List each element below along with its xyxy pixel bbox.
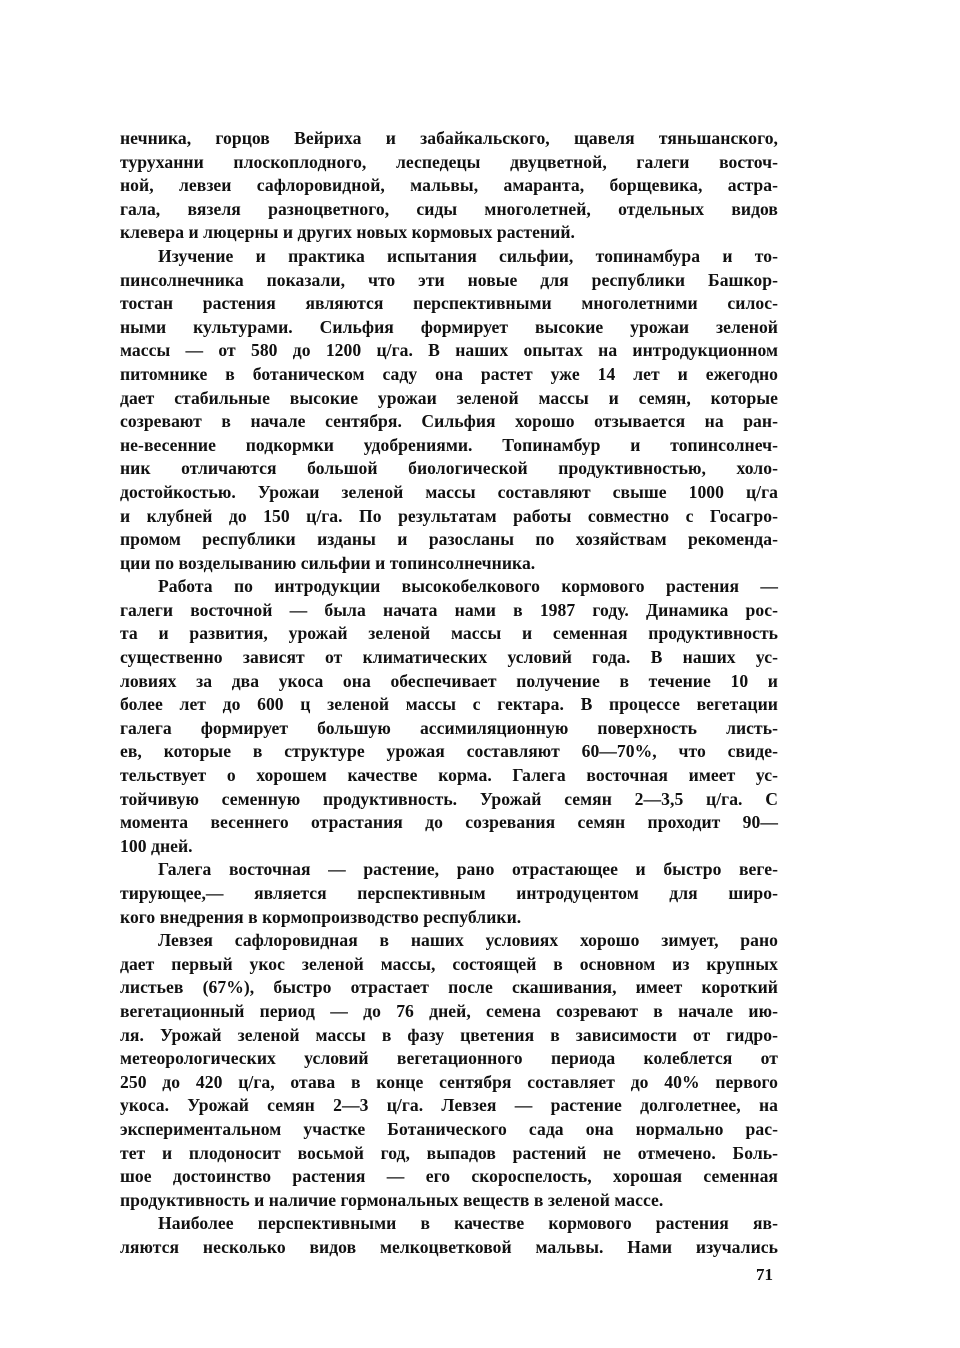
text-line: ными культурами. Сильфия формирует высокие урожаи зеленой	[120, 316, 778, 337]
text-line: листьев (67%), быстро отрастает после скашивания, имеет короткий	[120, 977, 778, 998]
text-line: пинсолнечника показали, что эти новые для республики Башкор-	[120, 269, 778, 290]
text-line: Наиболее перспективными в качестве кормового растения яв-	[158, 1213, 778, 1234]
text-line: тельствует о хорошем качестве корма. Галега восточная имеет ус-	[120, 765, 778, 786]
text-line: ции по возделыванию сильфии и топинсолнечника.	[120, 552, 536, 573]
text-line: кого внедрения в кормопроизводство республики.	[120, 906, 522, 927]
text-line: тостан растения являются перспективными многолетними силос-	[120, 293, 778, 314]
text-line: промом республики изданы и разосланы по хозяйствам рекоменда-	[120, 529, 778, 550]
text-line: Работа по интродукции высокобелкового кормового растения —	[158, 576, 778, 597]
text-line: Галега восточная — растение, рано отрастающее и быстро веге-	[158, 859, 778, 880]
text-line: ник отличаются большой биологической продуктивностью, холо-	[120, 458, 778, 479]
text-line: ля. Урожай зеленой массы в фазу цветения в зависимости от гидро-	[120, 1024, 778, 1045]
text-line: туруханни плоскоплодного, леспедецы двуцветной, галеги восточ-	[120, 151, 778, 172]
text-line: клевера и люцерны и других новых кормовых растений.	[120, 222, 575, 243]
text-line: массы — от 580 до 1200 ц/га. В наших опытах на интродукционном	[120, 340, 778, 361]
page-number: 71	[756, 1265, 773, 1284]
text-line: шое достоинство растения — его скороспелость, хорошая семенная	[120, 1166, 778, 1187]
text-line: 100 дней.	[120, 835, 193, 856]
text-line: метеорологических условий вегетационного периода колеблется от	[120, 1048, 778, 1069]
text-line: Левзея сафлоровидная в наших условиях хорошо зимует, рано	[158, 930, 778, 951]
text-line: тойчивую семенную продуктивность. Урожай семян 2—3,5 ц/га. С	[120, 788, 778, 809]
text-line: и клубней до 150 ц/га. По результатам работы совместно с Госагро-	[120, 505, 778, 526]
text-line: не-весенние подкормки удобрениями. Топинамбур и топинсолнеч-	[120, 434, 778, 455]
text-line: галеги восточной — была начата нами в 1987 году. Динамика рос-	[120, 599, 778, 620]
text-line: существенно зависят от климатических условий года. В наших ус-	[120, 647, 778, 668]
text-line: созревают в начале сентября. Сильфия хорошо отзывается на ран-	[120, 411, 778, 432]
text-line: тет и плодоносит восьмой год, выпадов растений не отмечено. Боль-	[120, 1142, 778, 1163]
page-body-text	[120, 127, 778, 1260]
text-line: более лет до 600 ц зеленой массы с гектара. В процессе вегетации	[120, 694, 778, 715]
text-line: продуктивность и наличие гормональных веществ в зеленой массе.	[120, 1189, 664, 1210]
text-line: дает стабильные высокие урожаи зеленой массы и семян, которые	[120, 387, 778, 408]
text-line: 250 до 420 ц/га, отава в конце сентября составляет до 40% первого	[120, 1071, 778, 1092]
text-line: ной, левзеи сафлоровидной, мальвы, амаранта, борщевика, астра-	[120, 175, 778, 196]
text-line: ляются несколько видов мелкоцветковой мальвы. Нами изучались	[120, 1236, 778, 1257]
text-line: тирующее,— является перспективным интродуцентом для широ-	[120, 883, 778, 903]
text-line: вегетационный период — до 76 дней, семена созревают в начале ию-	[120, 1000, 778, 1021]
text-line: питомнике в ботаническом саду она растет уже 14 лет и ежегодно	[120, 363, 778, 384]
text-line: достойкостью. Урожаи зеленой массы составляют свыше 1000 ц/га	[120, 481, 778, 502]
text-line: та и развития, урожай зеленой массы и семенная продуктивность	[120, 623, 778, 644]
text-line: укоса. Урожай семян 2—3 ц/га. Левзея — растение долголетнее, на	[120, 1095, 778, 1116]
text-line: момента весеннего отрастания до созревания семян проходит 90—	[120, 812, 778, 833]
text-line: экспериментальном участке Ботанического сада она нормально рас-	[120, 1118, 778, 1139]
text-line: дает первый укос зеленой массы, состоящей в основном из крупных	[120, 953, 778, 974]
text-line: ловиях за два укоса она обеспечивает получение в течение 10 и	[120, 670, 778, 691]
text-line: ев, которые в структуре урожая составляют 60—70%, что свиде-	[120, 741, 778, 762]
text-line: гала, вязеля разноцветного, сиды многолетней, отдельных видов	[120, 198, 778, 219]
text-line: галега формирует большую ассимиляционную поверхность листь-	[120, 717, 778, 738]
text-line: Изучение и практика испытания сильфии, топинамбура и то-	[158, 245, 778, 266]
text-line: нечника, горцов Вейриха и забайкальского, щавеля тяньшанского,	[120, 128, 778, 148]
